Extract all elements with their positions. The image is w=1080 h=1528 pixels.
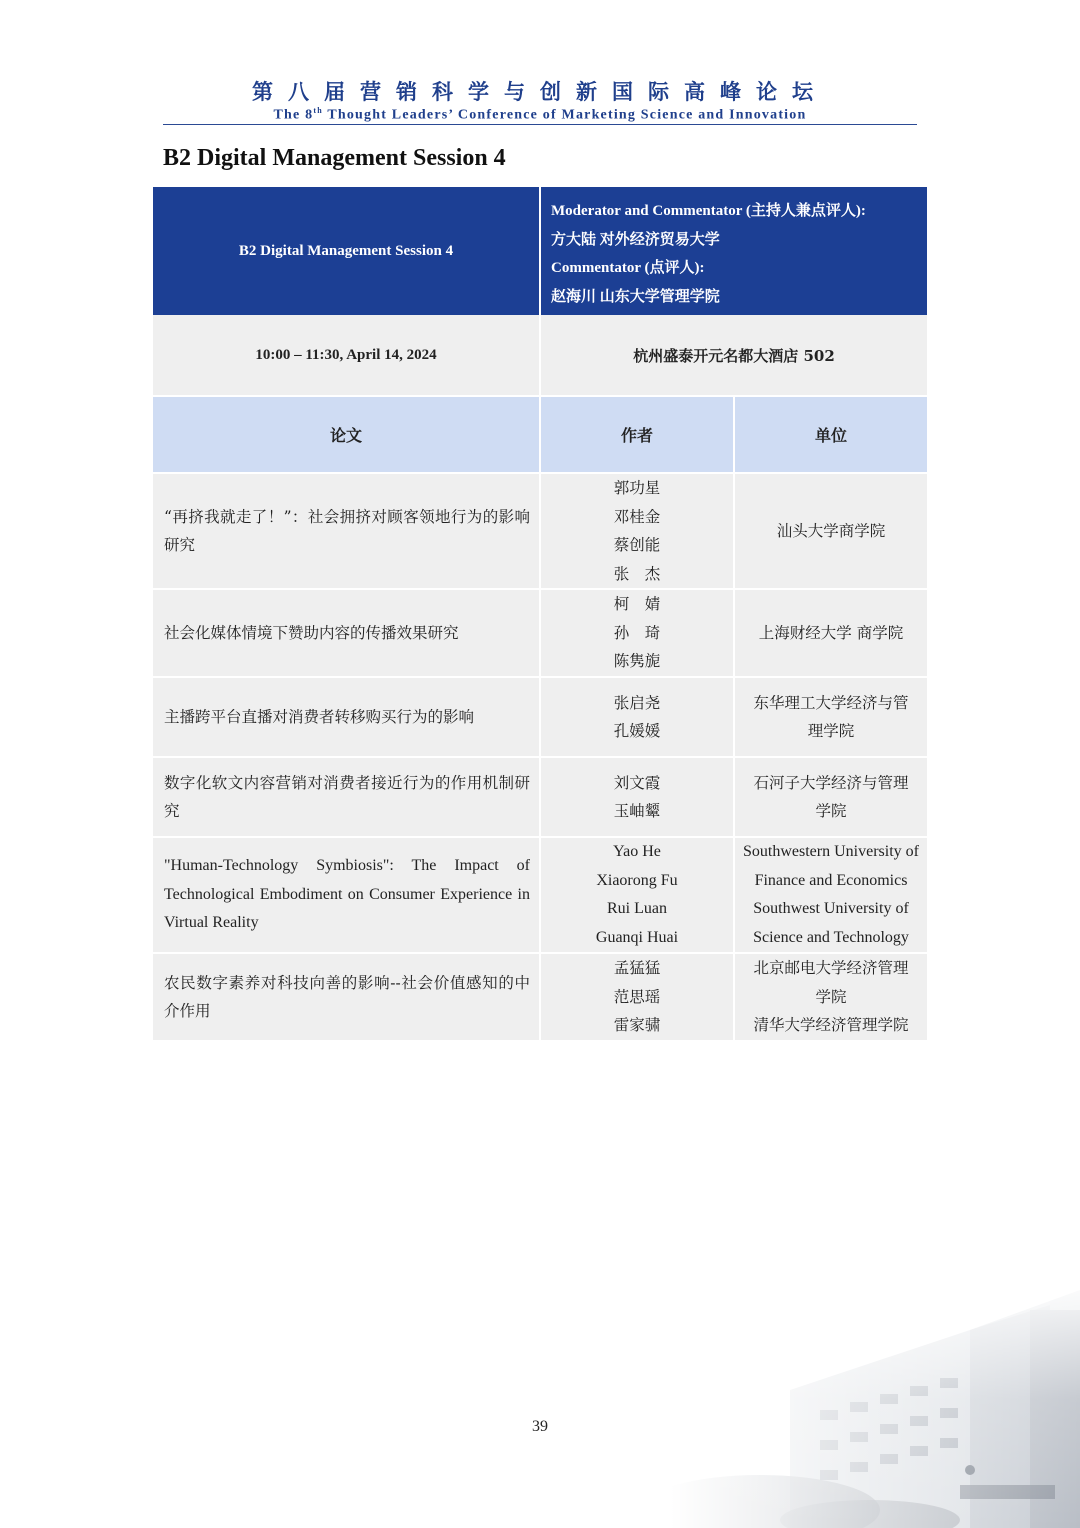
table-row (153, 758, 927, 838)
author-name: 陈隽旎 (613, 652, 661, 671)
affiliation: 东华理工大学经济与管理学院 (753, 693, 909, 740)
author-name: 范思瑶 (613, 987, 661, 1006)
author-name: 柯 婧 (613, 595, 661, 614)
column-header-paper: 论文 (153, 397, 539, 472)
author-list (541, 758, 733, 836)
author-name: 孔媛媛 (613, 722, 661, 740)
affiliation: Southwestern University of Finance and Economics (743, 843, 919, 889)
session-title-row (153, 187, 927, 315)
paper-title: 社会化媒体情境下赞助内容的传播效果研究 (153, 590, 539, 676)
column-header-authors: 作者 (541, 397, 733, 472)
affiliation: 北京邮电大学经济管理学院 (753, 959, 909, 1006)
moderator-label: Moderator and Commentator (主持人兼点评人): (551, 203, 866, 219)
table-row (153, 590, 927, 678)
affiliation-list (735, 758, 927, 836)
session-venue: 杭州盛泰开元名都大酒店 502 (541, 315, 927, 395)
author-name: 张 杰 (613, 564, 661, 583)
author-name: 雷家骕 (613, 1016, 661, 1035)
author-name: 蔡创能 (613, 536, 661, 554)
author-name: 邓桂金 (613, 507, 661, 526)
author-name: 刘文霞 (613, 773, 661, 792)
affiliation-list (735, 838, 927, 952)
author-list (541, 678, 733, 756)
affiliation-list (735, 954, 927, 1040)
moderator-name: 方大陆 对外经济贸易大学 (551, 231, 720, 248)
session-name: B2 Digital Management Session 4 (238, 242, 454, 259)
table-row (153, 678, 927, 758)
commentator-label: Commentator (点评人): (551, 260, 705, 276)
page-number: 39 (532, 1418, 548, 1435)
session-time: 10:00 – 11:30, April 14, 2024 (153, 315, 539, 395)
author-name: 郭功星 (613, 479, 661, 497)
table-row (153, 954, 927, 1040)
paper-title: “再挤我就走了！”：社会拥挤对顾客领地行为的影响研究 (153, 474, 539, 588)
author-name: Yao He (613, 843, 661, 860)
author-list (541, 954, 733, 1040)
table-row (153, 474, 927, 590)
author-name: 孙 琦 (613, 623, 661, 642)
author-name: Rui Luan (607, 900, 667, 917)
section-title: B2 Digital Management Session 4 (163, 145, 506, 171)
author-list (541, 590, 733, 676)
table-row (153, 838, 927, 954)
affiliation-list (735, 590, 927, 676)
affiliation-list (735, 474, 927, 588)
session-table (153, 187, 927, 1040)
author-list (541, 838, 733, 952)
conference-title-en: The 8th Thought Leaders’ Conference of Marketing Science and Innovation (273, 106, 807, 123)
commentator-name: 赵海川 山东大学管理学院 (551, 288, 720, 305)
column-header-affiliation: 单位 (735, 397, 927, 472)
author-name: 玉岫颦 (613, 802, 661, 820)
time-venue-row (153, 315, 927, 397)
session-name-cell (153, 187, 539, 315)
author-name: 张启尧 (613, 693, 661, 712)
paper-title: 主播跨平台直播对消费者转移购买行为的影响 (153, 678, 539, 756)
column-header-row (153, 397, 927, 474)
affiliation-list (735, 678, 927, 756)
campus-building-image (670, 1270, 1080, 1528)
affiliation: 清华大学经济管理学院 (753, 1016, 909, 1035)
affiliation: 上海财经大学 商学院 (758, 623, 904, 642)
header-divider (163, 124, 917, 125)
affiliation: 石河子大学经济与管理学院 (753, 773, 909, 820)
moderator-cell (541, 187, 927, 315)
paper-title: "Human-Technology Symbiosis": The Impact of Technological Embodiment on Consumer Experience in Virtual Reality (153, 838, 539, 952)
affiliation: Southwest University of Science and Technology (753, 900, 909, 946)
author-name: 孟猛猛 (613, 959, 661, 978)
affiliation: 汕头大学商学院 (776, 521, 886, 540)
author-name: Guanqi Huai (595, 928, 679, 946)
conference-title-cn: 第八届营销科学与创新国际高峰论坛 (252, 79, 828, 104)
author-list (541, 474, 733, 588)
paper-title: 数字化软文内容营销对消费者接近行为的作用机制研究 (153, 758, 539, 836)
author-name: Xiaorong Fu (596, 871, 678, 889)
paper-title: 农民数字素养对科技向善的影响--社会价值感知的中介作用 (153, 954, 539, 1040)
